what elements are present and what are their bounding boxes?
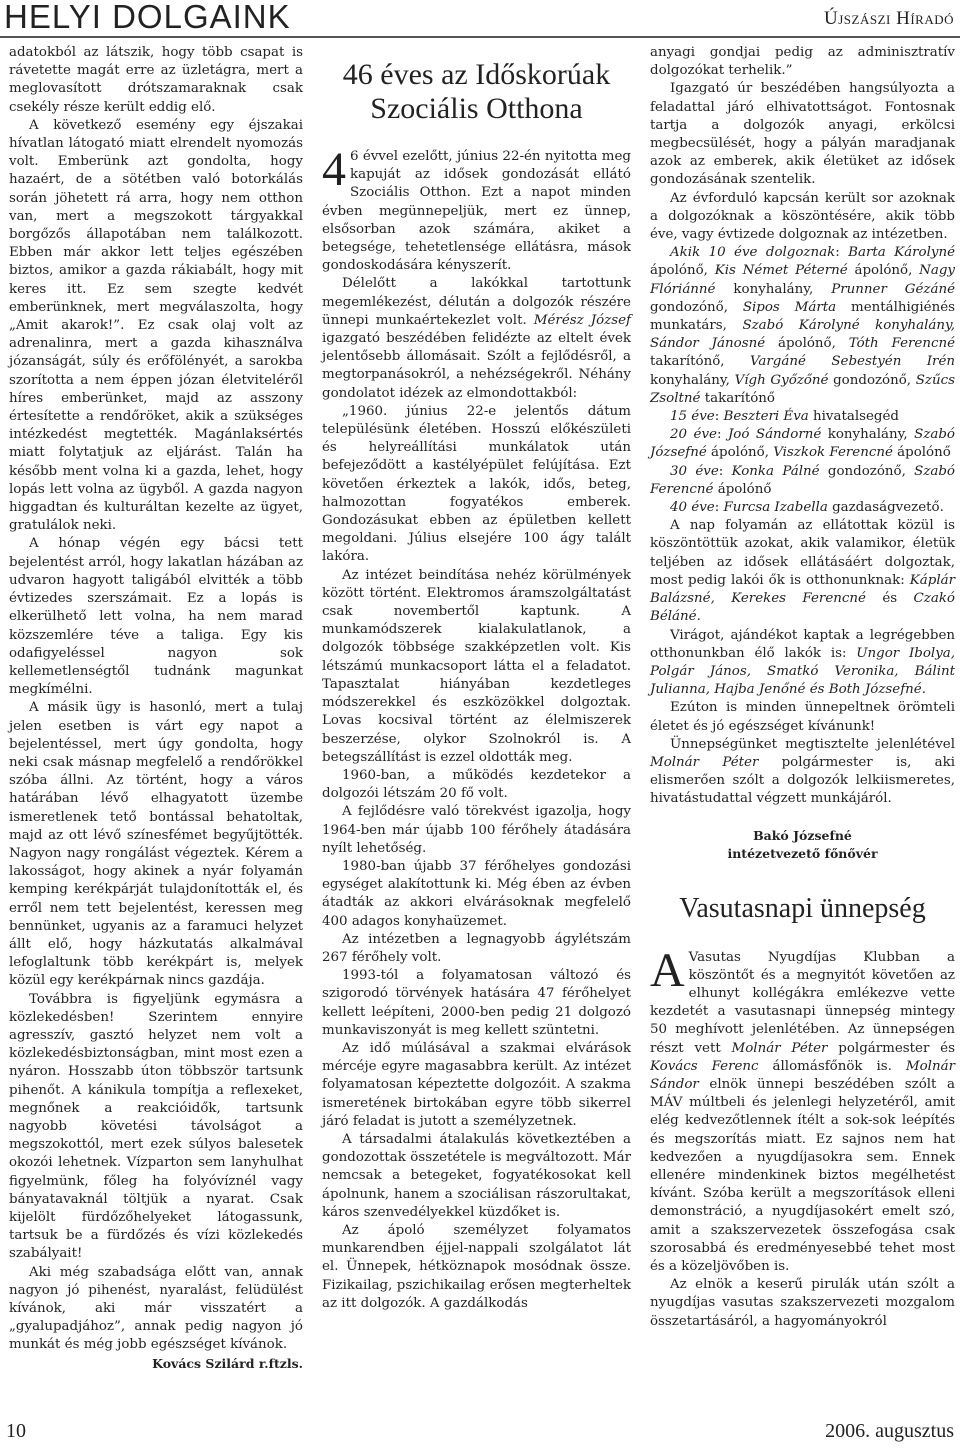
person-name: Szabó Józsefné	[650, 427, 955, 461]
role: konyhalány,	[650, 372, 735, 388]
role: ápolónő	[892, 445, 951, 461]
paragraph: Igazgató úr beszédében hangsúlyozta a feladattal járó elhivatottságot. Fontosnak tartja a dolgozók anyagi, erkölcsi megbecsülését, hogy a pályán maradjanak azok az emberek, akik életüket az idősek gondozásának szentelik.	[650, 81, 955, 188]
paragraph	[650, 517, 955, 626]
paragraph: A hónap végén egy bácsi tett bejelentést arról, hogy lakatlan házában az udvaron hagyott taligából elvitték a több évtizedes szerszámait. Ez a lopás is elkerülhető lett volna, ha nem marad közszemlére téve a taliga. Egy kis odafigyeléssel nagyon sok kellemetlenségtől tudnánk magunkat megkímélni.	[9, 536, 303, 698]
role: konyhalány,	[821, 427, 915, 443]
text: Virágot, ajándékot kaptak a legrégebben otthonunkban élő lakók is:	[650, 627, 955, 661]
person-name: Szabó Károlyné konyhalány, Sándor Jánosné	[650, 318, 956, 352]
honor-names	[650, 245, 955, 406]
signature-name: Bakó Józsefné	[753, 827, 852, 843]
role: ápolónő	[713, 481, 772, 497]
honor-list-15: 15 éve: Beszteri Éva hivatalsegéd	[670, 409, 899, 425]
role: gondozónő,	[828, 372, 916, 388]
role: mentálhigiénés munkatárs,	[650, 299, 955, 334]
text: Délelőtt a lakókkal tartottunk megemlékezést, délután a dolgozók részére ünnepi munkaértekezlet volt.	[322, 276, 631, 328]
column-2	[322, 44, 631, 1313]
paragraph: Az ápoló személyzet folyamatos munkarendben éjjel-nappali szolgálatot lát el. Ünnepek, hétköznapok mosódnak össze. Fizikailag, pszichikailag erősen megterheltek az itt dolgozók. A gazdálkodás	[322, 1222, 631, 1311]
person-name: Szabó Ferencné	[650, 463, 955, 497]
role: takarítónő	[700, 390, 775, 406]
role: hivatalsegéd	[808, 409, 899, 425]
text: igazgató beszédében felidézte az eltelt évek jelentősebb állomásait. Szólt a fejlődésről, a megtorpanásokról, a nehézségekről. Néhány gondolatot idézek az elmondottakból:	[322, 331, 631, 401]
header-rule	[0, 36, 960, 38]
person-name: Mérész József	[533, 312, 631, 328]
person-name: Czakó Béláné.	[650, 591, 955, 625]
drop-cap: 4	[322, 143, 346, 196]
person-name: Molnár Sándor	[650, 1058, 955, 1092]
paragraph: A másik ügy is hasonló, mert a tulaj jelen esetben is várt egy napot a bejelentéssel, mert úgy gondolta, hogy neki csak másnap megfelelő a rendőrökkel szóba állni. Az történt, hogy a város határában lévő elhagyatott üzembe ismeretlenek tető bontással behatoltak, majd az ott lévő színesfémet begyűjtötték. Nagyon nagy rongálást végeztek. Kérem a lakosságot, hogy akinek a nyár folyamán kemping kerékpárját tulajdonították el, és erről nem tett bejelentést, keressen meg bennünket, ugyanis az a faramuci helyzet állt elő, hogy házkutatás alkalmával lefoglaltunk több kerékpárt is, melyek közül egy kerékpárnak nincs gazdája.	[9, 700, 303, 989]
paragraph: „1960. június 22-e jelentős dátum településünk életében. Hosszú előkészületi és helyreállítási munkálatok után befejeződött a kastélyépület felújítása. Ezt követően érkeztek a lakók, idős, beteg, halmozottan fogyatékos emberek. Gondozásukat ebben az épületben kellett megoldani. Július elsejére 100 ágy talált lakóra.	[322, 403, 631, 565]
title-line: Szociális Otthona	[370, 92, 583, 125]
paragraph: Aki még szabadsága előtt van, annak nagyon jó pihenést, nyaralást, felüdülést kívánok, aki már visszatért a „gyalupadjához”, annak pedig nagyon jó munkát és még jobb egészséget kívánok.	[9, 1264, 303, 1353]
honor-label: Akik 10 éve dolgoznak	[670, 245, 836, 261]
title-line: 46 éves az Időskorúak	[342, 58, 611, 91]
page-header	[0, 0, 960, 40]
author-signature	[650, 827, 955, 863]
honor-label: 40 éve	[670, 500, 715, 516]
person-name: Tóth Ferencné	[848, 336, 956, 352]
person-name: Sipos Márta	[742, 299, 837, 315]
person-name: Prunner Gézáné	[831, 281, 955, 297]
article-title	[322, 58, 631, 126]
paragraph	[650, 627, 955, 700]
role: ápolónő,	[765, 336, 849, 352]
person-name: Barta Károlyné	[848, 245, 955, 261]
person-name: Nagy Flóriánné	[650, 263, 955, 297]
role: gondozónő,	[819, 463, 915, 479]
page-number: 10	[6, 1420, 26, 1442]
paragraph: A fejlődésre való törekvést igazolja, hogy 1964-ben már újabb 100 férőhely átadására nyílt lehetőség.	[322, 804, 631, 856]
paragraph: Az évforduló kapcsán került sor azoknak a dolgozóknak a köszöntésére, akik több éve, vagy évtizede dolgoznak az intézetben.	[650, 190, 955, 243]
person-names: Káplár Balázsné, Kerekes Ferencné	[650, 572, 955, 607]
article-title: Vasutasnapi ünnepség	[679, 892, 926, 924]
honor-list-40: 40 éve: Furcsa Izabella gazdaságvezető.	[670, 500, 944, 516]
person-name: Kovács Ferenc	[650, 1058, 759, 1074]
role: ápolónő,	[650, 263, 715, 279]
person-name: Molnár Péter	[650, 754, 759, 770]
paragraph: Az elnök a keserű pirulák után szólt a nyugdíjas vasutas szakszervezeti mozgalom összetartásáról, a hagyományokról	[650, 1277, 955, 1329]
lead-text: 6 évvel ezelőtt, június 22-én nyitotta meg kapuját az idősek gondozását ellátó Szociális Otthon. Ezt a napot minden évben megünnepeljük, mert ez ünnep, elsősorban azok számára, akiket a betegsége, tehetetlensége ellátásra, mások gondoskodására kényszerít.	[322, 149, 631, 274]
section-title: HELYI DOLGAINK	[4, 0, 291, 35]
text: Vasutas Nyugdíjas Klubban a köszöntőt és a megnyitót követően az elhunyt kollégákra emlékezve vette kezdetét a vasutasnapi ünnepség mintegy 50 meghívott jelenlétében. Az ünnepségen részt vett	[650, 949, 955, 1056]
role: konyhalány,	[715, 281, 832, 297]
honor-label: 15 éve	[670, 409, 715, 425]
paragraph: A következő esemény egy éjszakai hívatlan látogató miatt elrendelt nyomozás volt. Emberünk azt gondolta, hogy hazaért, de a sötétben való botorkálás során jöhetett rá arra, hogy nem otthon van, mert a megszokott tárgyakkal borgőzős állapotában nem találkozott. Ebben már akkor lett teljes egészében biztos, amikor a gazda rákiabált, hogy mit keres itt. Ez sem szegte kedvét emberünknek, mert megválaszolta, hogy „Amit akarok!”. Ez csak olaj volt az adrenalinra, mert a gazda kihasználva józanságát, súly és erőfölényét, a sarokba szorította a nem éppen józan életviteléről híres emberünket, majd az asszony értesítette a rendőröket, akik a szükséges intézkedést megtették. Magánlaksértés miatt folytatjuk az eljárást. Talán ha később ment volna ki a gazda, lehet, hogy lopás lett volna az ügyből. A gazda nagyon higgadtan és kulturáltan kezelte az ügyet, gratulálok neki.	[9, 117, 303, 534]
honor-list-10: Akik 10 éve dolgoznak: Barta Károlyné ápolónő, Kis Német Péterné ápolónő, Nagy Flóriánné konyhalány, Prunner Gézáné gondozónő, Sipos Márta mentálhigiénés munkatárs, Szabó Károlyné konyhalány, Sándor Jánosné ápolónő, Tóth Ferencné takarítónő, Vargáné Sebestyén Irén konyhalány, Vígh Győzőné gondozónő, Szűcs Zsoltné takarítónő	[650, 245, 956, 406]
lead-paragraph	[650, 943, 955, 1277]
person-name: Molnár Péter	[731, 1040, 828, 1056]
text: Ünnepségünket megtisztelte jelenlétével	[670, 736, 955, 752]
role: gazdaságvezető.	[827, 500, 944, 516]
text: polgármester és	[827, 1040, 955, 1056]
column-1	[9, 44, 303, 1373]
paragraph	[322, 275, 631, 402]
paragraph: Az intézetben a legnagyobb ágylétszám 267 férőhely volt.	[322, 931, 631, 965]
role: gondozónő,	[650, 299, 743, 315]
publication-name: Újszászi Híradó	[824, 8, 954, 29]
text: és	[865, 591, 914, 607]
person-name: Beszteri Éva	[723, 409, 809, 425]
lead-paragraph	[322, 143, 631, 275]
role: ápolónő,	[706, 445, 774, 461]
person-name: Viszkok Ferencné	[773, 445, 893, 461]
paragraph	[650, 736, 955, 809]
column-3	[650, 44, 955, 1331]
honor-list-20: 20 éve: Joó Sándorné konyhalány, Szabó Józsefné ápolónő, Viszkok Ferencné ápolónő	[650, 427, 955, 461]
person-name: Furcsa Izabella	[723, 500, 828, 516]
role: ápolónő,	[847, 263, 920, 279]
signature-title: intézetvezető főnővér	[727, 845, 878, 861]
paragraph: Az intézet beindítása nehéz körülmények között történt. Elektromos áramszolgáltatást csak novembertől kaptunk. A munkamódszerek kialakulatlanok, a dolgozók többsége szakképzetlen volt. Kis létszámú munkacsoport látta el a feladatot. Tapasztalat hiányában kezdetleges módszerekkel és eszközökkel dolgoztak. Lovas kocsival történt az élelmiszerek beszerzése, olykor Szolnokról is. A betegszállítást is ezzel oldották meg.	[322, 567, 631, 765]
person-names: Ungor Ibolya, Polgár János, Smatkó Veronika, Bálint Julianna, Hajba Jenőné és Both Józsefné.	[650, 645, 955, 698]
text: állomásfőnök is.	[758, 1058, 906, 1074]
person-name: Kis Német Péterné	[714, 263, 848, 279]
drop-cap: A	[650, 943, 685, 997]
person-name: Konka Pálné	[731, 463, 820, 479]
paragraph: 1980-ban újabb 37 férőhelyes gondozási egységet alakítottunk ki. Még ében az évben átadták az akkori elvárásoknak megfelelő 400 adagos konyhaüzemet.	[322, 858, 631, 929]
honor-label: 20 éve	[670, 427, 717, 443]
text: polgármester is, aki elismerően szólt a dolgozók lelkiismeretes, hivatástudattal végzett munkájáról.	[650, 754, 955, 807]
paragraph: 1960-ban, a működés kezdetekor a dolgozói létszám 20 fő volt.	[322, 767, 631, 802]
author-signature: Kovács Szilárd r.ftzls.	[152, 1355, 303, 1371]
honor-label: 30 éve	[670, 463, 719, 479]
issue-date: 2006. augusztus	[825, 1420, 954, 1442]
honor-list-30: 30 éve: Konka Pálné gondozónő, Szabó Ferencné ápolónő	[650, 463, 955, 497]
role: takarítónő,	[650, 354, 750, 370]
text: elnök ünnepi beszédében szólt a MÁV múltbeli és jelenlegi helyzetéről, amit elég kedvezőtlennek ítélt a sok-sok leépítés és megszorítás miatt. Ez sajnos nem hat kedvezően a nyugdíjasokra sem. Ennek ellenére mindenkinek biztos megélhetést kívánt. Szóba került a megszorítások elleni demonstráció, a nyugdíjasokért emelt szó, amit a szakszervezetek összefogása csak szorosabbá és eredményesebbé tehet most és a közeljövőben is.	[650, 1076, 955, 1274]
paragraph: Ezúton is minden ünnepeltnek örömteli életet és jó egészséget kívánunk!	[650, 700, 955, 734]
person-name: Vígh Győzőné	[734, 372, 829, 388]
paragraph: A társadalmi átalakulás következtében a gondozottak összetétele is megváltozott. Már nemcsak a betegeket, fogyatékosokat kell ápolnunk, hanem a szociálisan rászorultakat, káros szenvedélyekkel küzdőket is.	[322, 1131, 631, 1220]
paragraph: anyagi gondjai pedig az adminisztratív dolgozókat terhelik.”	[650, 45, 955, 79]
person-name: Vargáné Sebestyén Irén	[749, 354, 955, 370]
paragraph: adatokból az látszik, hogy több csapat is rávetette magát erre az üzletágra, mert a meglovasított drótszamaraknak csak csekély része került eddig elő.	[9, 45, 303, 115]
paragraph: Az idő múlásával a szakmai elvárások mércéje egyre magasabbra került. Az intézet folyamatosan képeztette dolgozóit. A szakma ismeretének birtokában egyre több sikerrel járó feladat is jutott a személyzetnek.	[322, 1040, 631, 1129]
person-name: Joó Sándorné	[727, 427, 822, 443]
paragraph: 1993-tól a folyamatosan változó és szigorodó törvények hatására 47 férőhelyet kellett leépíteni, 2000-ben pedig 21 dolgozó munkaviszonyát is meg kellett szüntetni.	[322, 968, 631, 1038]
person-name: Szűcs Zsoltné	[650, 372, 955, 406]
paragraph: Továbbra is figyeljünk egymásra a közlekedésben! Szerintem ennyire agresszív, gasztó helyzet nem volt a közlekedésbiztonságban, mint most ezen a nyáron. Hosszabb úton többször tartsunk pihenőt. A kánikula tompítja a reflexeket, megnőnek a reakcióidők, tartsunk nagyobb követési távolságot a megszokottól, mert ezek súlyos balesetek okozói lehetnek. Vízparton sem lanyhulhat figyelmünk, főleg ha folyóvíznél vagy bányatavaknál töltjük a nyarat. Csak kijelölt fürdőzőhelyeket látogassunk, tartsuk be a fürdőzés és vízi közlekedés szabályait!	[9, 991, 303, 1262]
text: A nap folyamán az ellátottak közül is köszöntöttük azokat, akik valamikor, életük teljében az idősek ellátásáért dolgoztak, most pedig lakói ők is otthonunknak:	[650, 518, 955, 588]
